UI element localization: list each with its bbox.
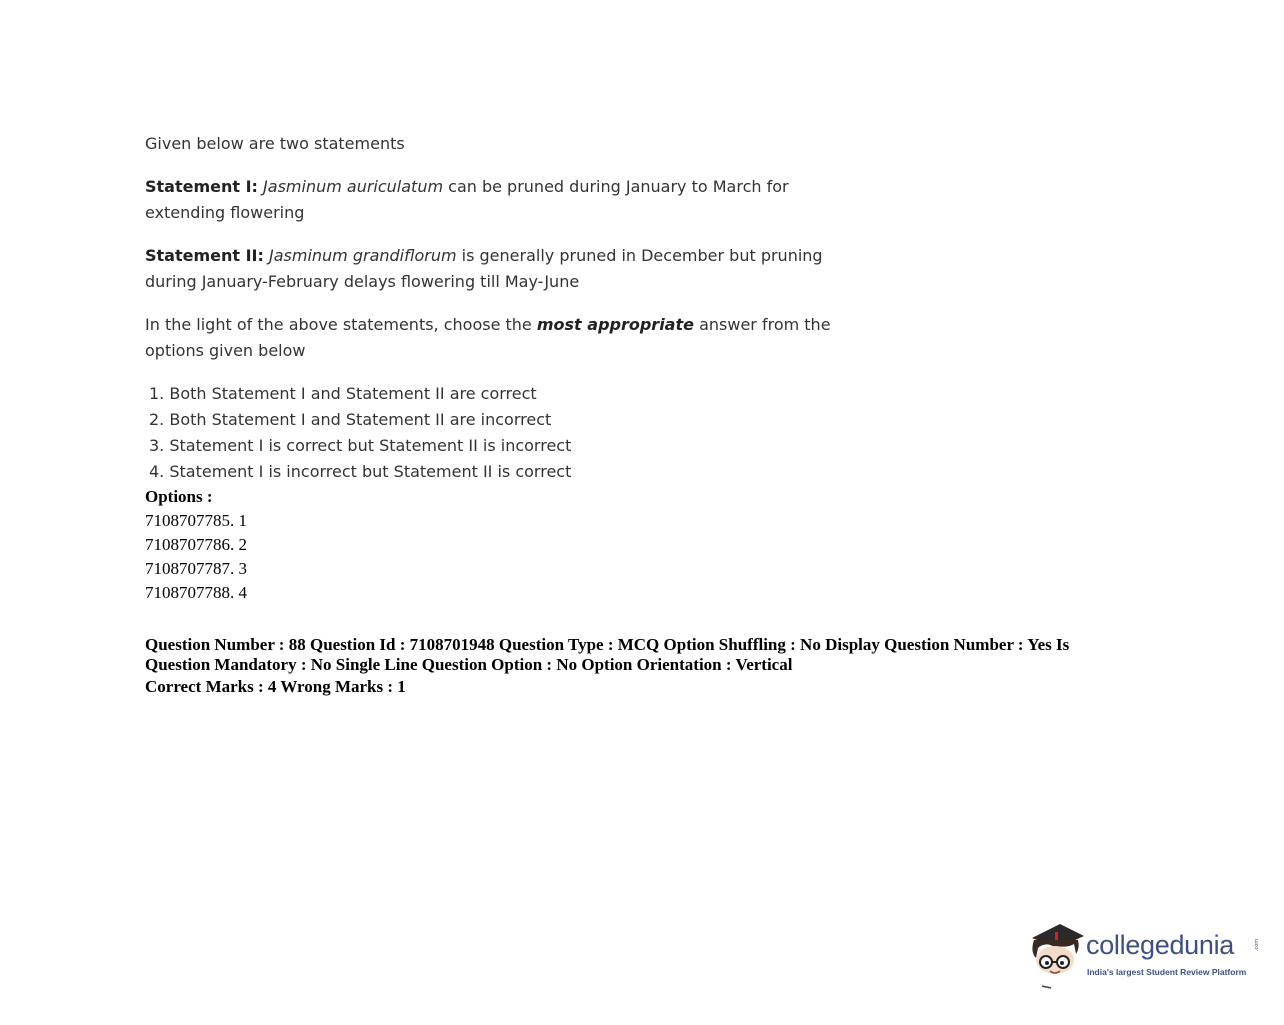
question-meta: Question Number : 88 Question Id : 7108701948 Question Type : MCQ Option Shuffling : No Display Question Number : Yes Is Question Mandatory : No Single Line Question Option : No Option Orientation : Vertical — [145, 635, 1070, 674]
option-id-line: 7108707787. 3 — [145, 559, 247, 578]
logo-tagline: India's largest Student Review Platform — [1087, 967, 1247, 977]
answer-choice: 2. Both Statement I and Statement II are incorrect — [149, 410, 552, 429]
option-id-line: 7108707786. 2 — [145, 535, 247, 554]
instruction — [145, 312, 860, 364]
instruction-before: In the light of the above statements, choose the — [145, 315, 532, 334]
logo-name: collegedunia — [1086, 930, 1235, 960]
question-marks: Correct Marks : 4 Wrong Marks : 1 — [145, 677, 406, 696]
statement-1 — [145, 174, 850, 226]
statement-2-label: Statement II: — [145, 246, 264, 265]
question-content — [145, 131, 1105, 699]
statement-2-species: Jasminum grandiflorum — [269, 246, 457, 265]
answer-choice: 4. Statement I is incorrect but Statement II is correct — [149, 462, 572, 481]
question-intro: Given below are two statements — [145, 134, 405, 153]
options-heading: Options : — [145, 487, 213, 506]
mascot-icon — [1026, 918, 1088, 990]
logo-suffix: .com — [1254, 938, 1261, 952]
answer-choices — [145, 381, 1105, 485]
answer-choice: 1. Both Statement I and Statement II are correct — [149, 384, 537, 403]
options-block — [145, 485, 1105, 699]
collegedunia-logo — [1026, 918, 1261, 990]
option-id-line: 7108707788. 4 — [145, 583, 247, 602]
statement-2 — [145, 243, 850, 295]
instruction-emphasis: most appropriate — [536, 315, 694, 334]
statement-1-species: Jasminum auriculatum — [263, 177, 444, 196]
statement-1-label: Statement I: — [145, 177, 258, 196]
statement-2-text: is generally pruned in December but pruning during January-February delays flowering till May-June — [145, 246, 823, 291]
statement-1-text: can be pruned during January to March for extending flowering — [145, 177, 789, 222]
answer-choice: 3. Statement I is correct but Statement II is incorrect — [149, 436, 572, 455]
option-id-line: 7108707785. 1 — [145, 511, 247, 530]
instruction-after: answer from the options given below — [145, 315, 831, 360]
